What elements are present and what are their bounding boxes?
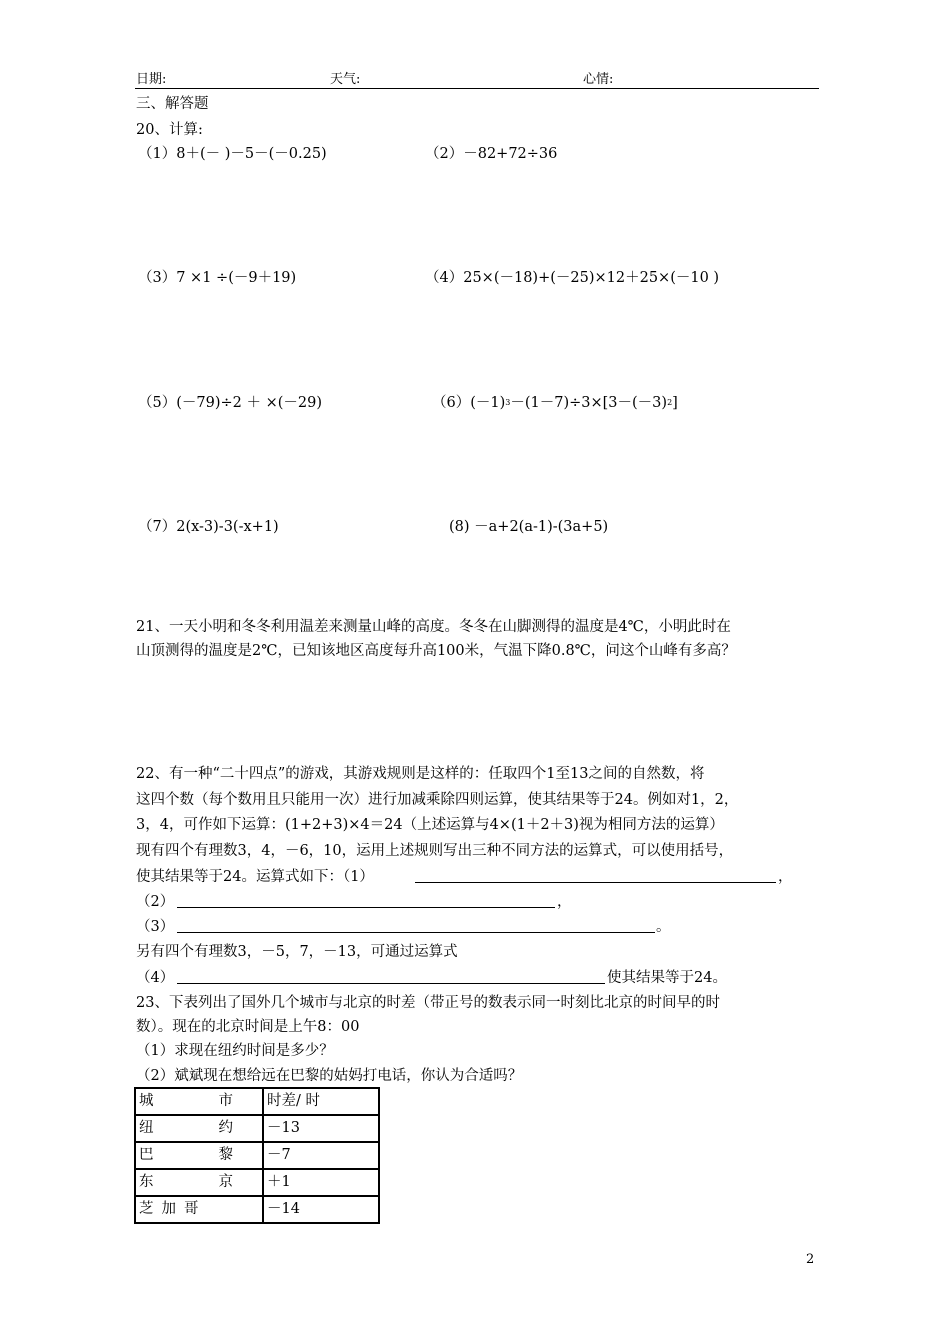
date-label: 日期: xyxy=(136,72,167,87)
q22-label-2: （2） xyxy=(136,894,175,910)
q20-item-6-exp1: 3 xyxy=(505,398,511,407)
q20-item-2: （2）－82+72÷36 xyxy=(425,146,558,162)
answer-blank-4[interactable] xyxy=(177,983,605,984)
q22-comma-2: ， xyxy=(557,894,572,910)
q20-item-3: （3）7 ×1 ÷(－9＋19) xyxy=(138,270,297,286)
page-number: 2 xyxy=(806,1252,815,1267)
table-cell-city: 纽 xyxy=(139,1120,154,1136)
q20-title: 20、计算: xyxy=(136,122,203,138)
answer-blank-2[interactable] xyxy=(177,907,555,908)
q20-item-7: （7）2(x-3)-3(-x+1) xyxy=(138,519,279,535)
q20-item-8: (8) －a+2(a-1)-(3a+5) xyxy=(449,519,609,535)
table-header-row xyxy=(135,1088,379,1115)
q21-line-1: 21、一天小明和冬冬利用温差来测量山峰的高度。冬冬在山脚测得的温度是4℃，小明此时在 xyxy=(136,619,731,635)
q22-line-3: 3，4，可作如下运算：(1+2+3)×4＝24（上述运算与4×(1＋2＋3)视为相同方法的运算） xyxy=(136,817,724,833)
answer-blank-1[interactable] xyxy=(415,882,776,883)
time-difference-table xyxy=(134,1087,380,1224)
answer-blank-3[interactable] xyxy=(177,932,655,933)
q22-comma-1: ， xyxy=(778,869,793,885)
q20-item-6: $(6)(-1)^3-(1-7)\div 3\times[3-(-3)^2]$ xyxy=(432,395,678,411)
q20-item-1: （1）8＋(－ )－5－(－0.25) xyxy=(138,146,327,162)
q22-line-2: 这四个数（每个数用且只能用一次）进行加减乘除四则运算，使其结果等于24。例如对1，2， xyxy=(136,792,739,808)
table-cell-diff: －14 xyxy=(263,1196,379,1223)
table-cell-diff: －13 xyxy=(263,1115,379,1142)
weather-label: 天气: xyxy=(330,72,361,87)
header-rule xyxy=(135,88,819,89)
q22-label-3: （3） xyxy=(136,919,175,935)
q23-line-2: 数）。现在的北京时间是上午8：00 xyxy=(136,1019,360,1035)
section-title: 三、解答题 xyxy=(136,96,209,112)
table-cell-city: 京 xyxy=(218,1174,233,1190)
q22-line-7: 使其结果等于24。 xyxy=(607,970,727,986)
q20-item-5: （5）(－79)÷2 ＋ ×(－29) xyxy=(138,395,322,411)
q23-line-1: 23、下表列出了国外几个城市与北京的时差（带正号的数表示同一时刻比北京的时间早的时 xyxy=(136,995,720,1011)
table-row xyxy=(135,1169,379,1196)
table-cell-diff: －7 xyxy=(263,1142,379,1169)
q22-line-6: 另有四个有理数3，－5，7，－13，可通过运算式 xyxy=(136,944,458,960)
table-row xyxy=(135,1142,379,1169)
table-row xyxy=(135,1115,379,1142)
table-cell-city: 约 xyxy=(218,1120,233,1136)
q22-line-5: 使其结果等于24。运算式如下：（1） xyxy=(136,869,374,885)
q20-item-4: （4）25×(－18)+(－25)×12＋25×(－10 ) xyxy=(425,270,720,286)
table-header-city-1: 城 xyxy=(139,1093,154,1109)
table-row xyxy=(135,1196,379,1223)
mood-label: 心情: xyxy=(583,72,614,87)
table-cell-city: 东 xyxy=(139,1174,154,1190)
q22-label-4: （4） xyxy=(136,970,175,986)
q22-line-4: 现有四个有理数3，4，－6，10，运用上述规则写出三种不同方法的运算式，可以使用括号， xyxy=(136,843,734,859)
table-cell-diff: ＋1 xyxy=(263,1169,379,1196)
q23-line-3: （1）求现在纽约时间是多少？ xyxy=(136,1043,334,1059)
q23-line-4: （2）斌斌现在想给远在巴黎的姑妈打电话，你认为合适吗？ xyxy=(136,1068,523,1084)
table-header-city-2: 市 xyxy=(218,1093,233,1109)
q22-line-1: 22、有一种“二十四点”的游戏，其游戏规则是这样的：任取四个1至13之间的自然数，将 xyxy=(136,766,705,782)
q20-item-6-exp2: 2 xyxy=(667,398,673,407)
q21-line-2: 山顶测得的温度是2℃，已知该地区高度每升高100米，气温下降0.8℃，问这个山峰有多高？ xyxy=(136,643,736,659)
table-header-diff: 时差/ 时 xyxy=(263,1088,379,1115)
table-cell-city: 巴 xyxy=(139,1147,154,1163)
q22-period-3: 。 xyxy=(656,919,671,935)
table-cell-city: 芝加哥 xyxy=(139,1201,207,1217)
table-cell-city: 黎 xyxy=(218,1147,233,1163)
